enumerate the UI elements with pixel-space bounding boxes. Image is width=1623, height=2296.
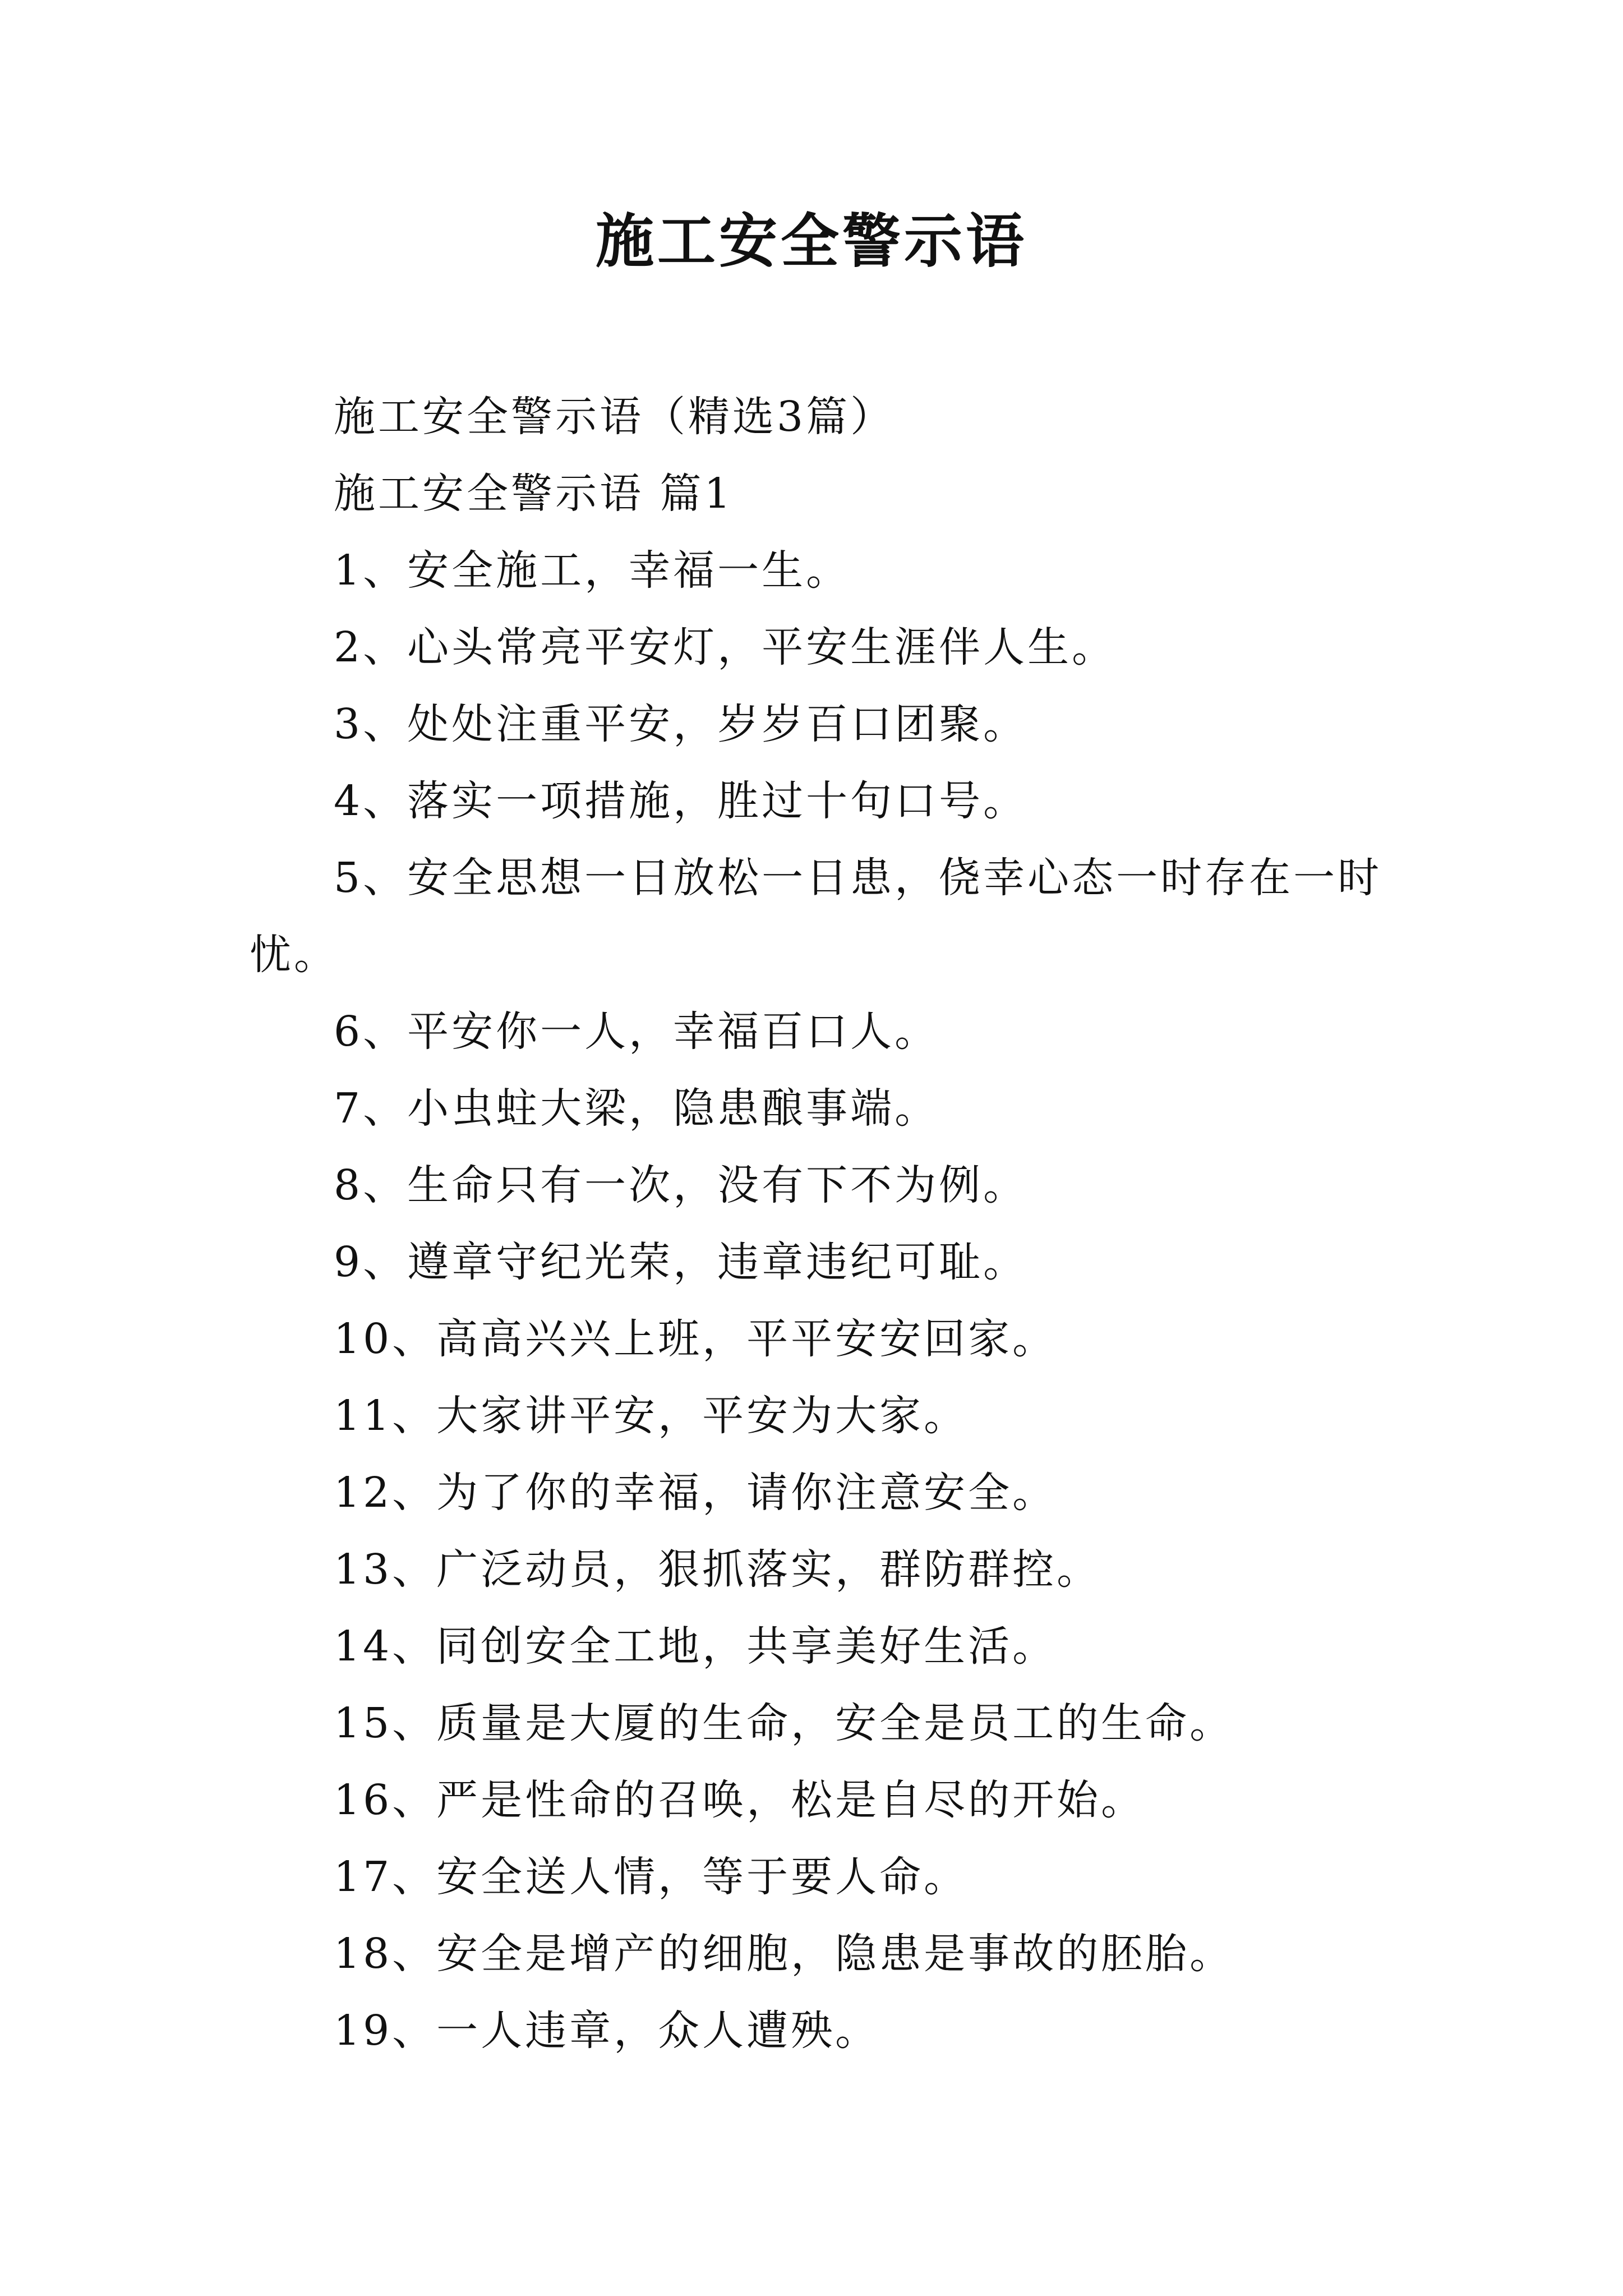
- slogan-item: 12、为了你的幸福，请你注意安全。: [334, 1469, 1057, 1517]
- slogan-item: 11、大家讲平安，平安为大家。: [334, 1392, 969, 1440]
- section-heading: 施工安全警示语 篇1: [334, 470, 734, 518]
- slogan-item: 5、安全思想一日放松一日患，侥幸心态一时存在一时忧。: [250, 854, 1382, 979]
- slogan-item: 15、质量是大厦的生命，安全是员工的生命。: [334, 1699, 1234, 1747]
- slogan-item: 2、心头常亮平安灯，平安生涯伴人生。: [334, 623, 1117, 671]
- slogan-item: 4、落实一项措施，胜过十句口号。: [334, 777, 1028, 825]
- document-subtitle: 施工安全警示语（精选3篇）: [334, 393, 895, 441]
- slogan-item: 16、严是性命的召唤，松是自尽的开始。: [334, 1776, 1146, 1824]
- slogan-item: 14、同创安全工地，共享美好生活。: [334, 1622, 1057, 1671]
- slogan-item: 19、一人违章，众人遭殃。: [334, 2007, 880, 2055]
- slogan-item: 17、安全送人情，等于要人命。: [334, 1853, 969, 1901]
- document-title: 施工安全警示语: [595, 206, 1027, 275]
- slogan-item: 9、遵章守纪光荣，违章违纪可耻。: [334, 1238, 1028, 1286]
- slogan-item: 3、处处注重平安，岁岁百口团聚。: [334, 700, 1028, 748]
- slogan-item: 8、生命只有一次，没有下不为例。: [334, 1161, 1028, 1209]
- slogan-item: 10、高高兴兴上班，平平安安回家。: [334, 1315, 1057, 1363]
- slogan-item: 6、平安你一人，幸福百口人。: [334, 1007, 939, 1056]
- slogan-item: 7、小虫蛀大梁，隐患酿事端。: [334, 1084, 939, 1133]
- slogan-item: 1、安全施工，幸福一生。: [334, 546, 851, 595]
- document-body: [250, 379, 1394, 2069]
- slogan-item: 13、广泛动员，狠抓落实，群防群控。: [334, 1545, 1101, 1594]
- slogan-item: 18、安全是增产的细胞，隐患是事故的胚胎。: [334, 1930, 1234, 1978]
